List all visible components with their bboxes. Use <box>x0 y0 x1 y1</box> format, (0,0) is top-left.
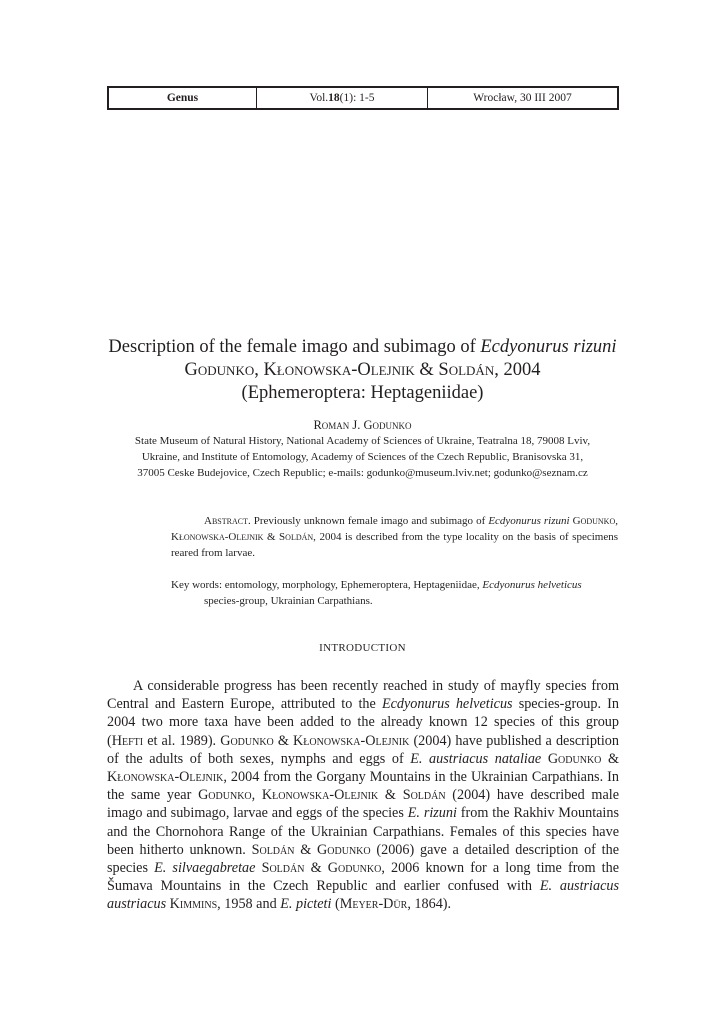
species-name: E. picteti <box>280 896 332 913</box>
volume-number: 18 <box>328 92 340 104</box>
citation-author: Godunko & Kłonowska-Olejnik <box>107 750 619 786</box>
author-affiliation <box>100 433 625 481</box>
species-name: E. austriacus nataliae <box>410 750 542 767</box>
text-run: A considerable progress has been recently reached in study of mayfly species from Central and Eastern Europe, attributed to the <box>107 678 619 713</box>
abstract-species: Ecdyonurus rizuni <box>488 515 570 527</box>
title-species: Ecdyonurus rizuni <box>480 337 617 357</box>
text-run <box>541 751 548 767</box>
text-run: from the Rakhiv Mountains and the Chornohora Range of the Ukrainian Carpathians. Females of this species have been hitherto unknown. <box>107 805 619 858</box>
author-name: Roman J. Godunko <box>313 418 412 432</box>
volume-prefix: Vol. <box>309 92 329 104</box>
citation-author: Godunko, Kłonowska-Olejnik & Soldán <box>198 787 446 804</box>
title-text: Description of the female imago and subimago of <box>108 337 481 357</box>
keywords-text-1: Key words: entomology, morphology, Ephemeroptera, Heptageniidae, <box>171 579 483 591</box>
title-line-1 <box>60 336 665 359</box>
citation-author: Hefti <box>111 732 144 749</box>
keywords <box>171 577 618 609</box>
affiliation-line-3: 37005 Ceske Budejovice, Czech Republic; e-mails: godunko@museum.lviv.net; godunko@seznam.cz <box>137 467 588 479</box>
species-name: Ecdyonurus helveticus <box>381 696 513 713</box>
affiliation-line-2: Ukraine, and Institute of Entomology, Academy of Sciences of the Czech Republic, Branisovska 31, <box>141 451 584 463</box>
title-species-authors: Godunko, Kłonowska-Olejnik & Soldán <box>184 360 495 380</box>
article-title <box>60 336 665 405</box>
text-run: et al. 1989). <box>143 732 221 749</box>
section-heading-introduction: INTRODUCTION <box>319 642 406 654</box>
affiliation-line-1: State Museum of Natural History, National Academy of Sciences of Ukraine, Teatralna 18, 79008 Lviv, <box>134 435 591 447</box>
journal-header-table <box>107 86 619 110</box>
abstract <box>171 514 618 561</box>
text-run: species-group. In 2004 two more taxa have been added to the already known 12 species of this group ( <box>107 696 619 749</box>
text-run: , 2006 known for a long time from the Šumava Mountains in the Czech Republic and earlier confused with <box>107 860 620 895</box>
citation-author: Godunko & Kłonowska-Olejnik <box>220 732 410 749</box>
introduction-paragraph <box>107 677 619 914</box>
place-date: Wrocław, 30 III 2007 <box>473 92 572 104</box>
title-line-2 <box>60 359 665 382</box>
abstract-authors: Godunko, Kłonowska-Olejnik & Soldán <box>171 515 618 543</box>
citation-author: Kimmins <box>169 896 218 913</box>
species-name: E. silvaegabretae <box>154 860 256 877</box>
text-run: ( <box>331 896 340 913</box>
text-run: (2004) have published a description of the adults of both sexes, nymphs and eggs of <box>107 732 619 767</box>
journal-name: Genus <box>109 88 257 108</box>
text-run: , 1958 and <box>217 896 281 913</box>
species-name: E. rizuni <box>407 805 457 822</box>
abstract-label: Abstract <box>204 515 248 527</box>
volume-info <box>257 88 428 108</box>
text-run: (2006) gave a detailed description of the species <box>107 841 620 877</box>
citation-author: Soldán & Godunko <box>261 860 382 877</box>
title-year: , 2004 <box>494 360 541 380</box>
keywords-text-2: species-group, Ukrainian Carpathians. <box>204 595 373 607</box>
species-name: E. austriacus austriacus <box>107 878 619 913</box>
text-run: , 1864). <box>407 896 452 913</box>
citation-author: Meyer-Dür <box>339 896 408 913</box>
keywords-species: Ecdyonurus helveticus <box>482 579 582 591</box>
volume-suffix: (1): 1-5 <box>339 92 375 104</box>
title-line-3: (Ephemeroptera: Heptageniidae) <box>241 383 484 403</box>
abstract-text-2: , 2004 is described from the type locality on the basis of specimens reared from larvae. <box>171 530 618 559</box>
text-run: , 2004 from the Gorgany Mountains in the Ukrainian Carpathians. In the same year <box>107 769 619 804</box>
abstract-text-1: . Previously unknown female imago and subimago of <box>247 515 489 527</box>
citation-author: Soldán & Godunko <box>251 841 371 858</box>
text-run: (2004) have described male imago and subimago, larvae and eggs of the species <box>107 787 619 822</box>
